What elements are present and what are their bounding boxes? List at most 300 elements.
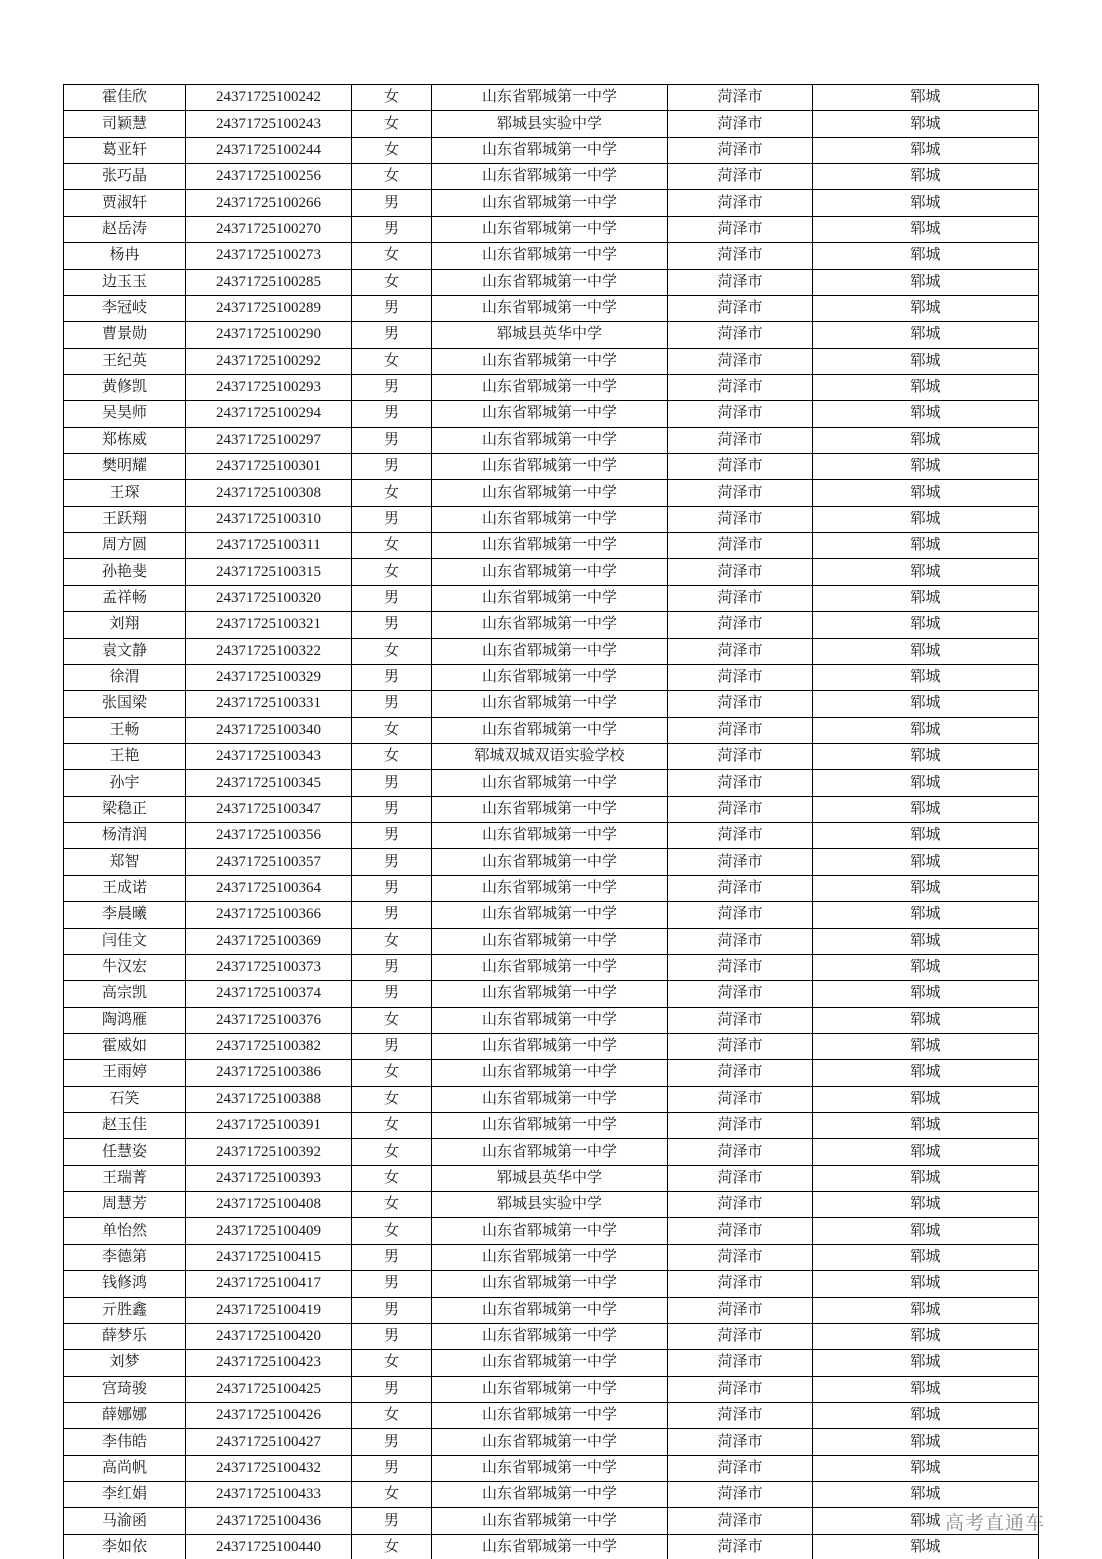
cell-exam_id: 24371725100356 [186,823,352,849]
cell-name: 孟祥畅 [64,585,186,611]
table-row [64,664,1039,690]
cell-city: 菏泽市 [668,1086,813,1112]
cell-county: 郓城 [813,1482,1039,1508]
cell-county: 郓城 [813,770,1039,796]
cell-county: 郓城 [813,1244,1039,1270]
cell-city: 菏泽市 [668,269,813,295]
cell-county: 郓城 [813,1350,1039,1376]
table-row [64,401,1039,427]
cell-school: 山东省郓城第一中学 [432,1033,668,1059]
cell-name: 司颖慧 [64,111,186,137]
cell-gender: 女 [352,1192,432,1218]
cell-name: 石笑 [64,1086,186,1112]
cell-gender: 女 [352,1350,432,1376]
cell-exam_id: 24371725100242 [186,85,352,111]
table-row [64,190,1039,216]
table-row [64,85,1039,111]
cell-school: 山东省郓城第一中学 [432,295,668,321]
cell-gender: 男 [352,691,432,717]
cell-county: 郓城 [813,902,1039,928]
cell-county: 郓城 [813,137,1039,163]
table-row [64,743,1039,769]
cell-county: 郓城 [813,85,1039,111]
cell-exam_id: 24371725100331 [186,691,352,717]
cell-county: 郓城 [813,1113,1039,1139]
cell-county: 郓城 [813,1508,1039,1534]
cell-gender: 女 [352,928,432,954]
cell-name: 贾淑轩 [64,190,186,216]
cell-exam_id: 24371725100425 [186,1376,352,1402]
cell-school: 山东省郓城第一中学 [432,664,668,690]
cell-county: 郓城 [813,164,1039,190]
table-row [64,1218,1039,1244]
cell-city: 菏泽市 [668,1192,813,1218]
cell-county: 郓城 [813,981,1039,1007]
cell-name: 周方圆 [64,533,186,559]
table-row [64,823,1039,849]
cell-city: 菏泽市 [668,928,813,954]
cell-city: 菏泽市 [668,1113,813,1139]
cell-exam_id: 24371725100433 [186,1482,352,1508]
table-row [64,928,1039,954]
cell-name: 吴昊师 [64,401,186,427]
table-row [64,1402,1039,1428]
cell-gender: 男 [352,1508,432,1534]
cell-gender: 女 [352,1402,432,1428]
cell-county: 郓城 [813,1297,1039,1323]
cell-city: 菏泽市 [668,664,813,690]
cell-county: 郓城 [813,612,1039,638]
cell-county: 郓城 [813,454,1039,480]
cell-city: 菏泽市 [668,506,813,532]
cell-gender: 男 [352,1244,432,1270]
table-row [64,243,1039,269]
cell-gender: 男 [352,427,432,453]
cell-gender: 男 [352,823,432,849]
cell-gender: 男 [352,849,432,875]
cell-name: 霍佳欣 [64,85,186,111]
table-row [64,849,1039,875]
cell-name: 李伟皓 [64,1429,186,1455]
table-row [64,216,1039,242]
table-row [64,374,1039,400]
cell-exam_id: 24371725100415 [186,1244,352,1270]
cell-city: 菏泽市 [668,1007,813,1033]
cell-name: 张巧晶 [64,164,186,190]
cell-gender: 男 [352,322,432,348]
cell-school: 山东省郓城第一中学 [432,902,668,928]
cell-gender: 女 [352,1218,432,1244]
cell-name: 袁文静 [64,638,186,664]
cell-name: 牛汉宏 [64,954,186,980]
watermark-text: 高考直通车 [944,1513,1045,1534]
cell-county: 郓城 [813,875,1039,901]
cell-school: 山东省郓城第一中学 [432,269,668,295]
table-row [64,638,1039,664]
cell-city: 菏泽市 [668,559,813,585]
table-row [64,1297,1039,1323]
cell-gender: 男 [352,454,432,480]
cell-city: 菏泽市 [668,295,813,321]
cell-exam_id: 24371725100347 [186,796,352,822]
cell-county: 郓城 [813,348,1039,374]
table-row [64,1376,1039,1402]
table-row [64,1086,1039,1112]
cell-name: 霍威如 [64,1033,186,1059]
cell-gender: 女 [352,638,432,664]
cell-city: 菏泽市 [668,770,813,796]
cell-name: 马渝函 [64,1508,186,1534]
cell-city: 菏泽市 [668,348,813,374]
cell-county: 郓城 [813,1218,1039,1244]
cell-school: 山东省郓城第一中学 [432,454,668,480]
cell-city: 菏泽市 [668,1244,813,1270]
table-row [64,902,1039,928]
cell-name: 张国梁 [64,691,186,717]
cell-school: 山东省郓城第一中学 [432,1060,668,1086]
cell-exam_id: 24371725100386 [186,1060,352,1086]
table-row [64,348,1039,374]
cell-county: 郓城 [813,691,1039,717]
cell-gender: 女 [352,533,432,559]
table-row [64,1060,1039,1086]
cell-county: 郓城 [813,322,1039,348]
cell-gender: 男 [352,875,432,901]
cell-city: 菏泽市 [668,638,813,664]
cell-school: 山东省郓城第一中学 [432,427,668,453]
cell-exam_id: 24371725100417 [186,1271,352,1297]
cell-county: 郓城 [813,1060,1039,1086]
cell-city: 菏泽市 [668,585,813,611]
cell-city: 菏泽市 [668,243,813,269]
cell-gender: 男 [352,1323,432,1349]
cell-name: 黄修凯 [64,374,186,400]
cell-city: 菏泽市 [668,190,813,216]
cell-gender: 女 [352,1139,432,1165]
cell-gender: 男 [352,796,432,822]
cell-school: 山东省郓城第一中学 [432,1482,668,1508]
cell-name: 李如依 [64,1534,186,1559]
cell-gender: 男 [352,770,432,796]
cell-gender: 男 [352,954,432,980]
table-row [64,322,1039,348]
cell-exam_id: 24371725100388 [186,1086,352,1112]
table-row [64,1534,1039,1559]
table-row [64,164,1039,190]
cell-school: 山东省郓城第一中学 [432,401,668,427]
cell-county: 郓城 [813,1007,1039,1033]
cell-city: 菏泽市 [668,480,813,506]
table-row [64,295,1039,321]
cell-school: 山东省郓城第一中学 [432,216,668,242]
cell-city: 菏泽市 [668,1033,813,1059]
cell-school: 山东省郓城第一中学 [432,1218,668,1244]
cell-name: 任慧姿 [64,1139,186,1165]
cell-school: 山东省郓城第一中学 [432,348,668,374]
cell-exam_id: 24371725100244 [186,137,352,163]
cell-county: 郓城 [813,1429,1039,1455]
cell-exam_id: 24371725100376 [186,1007,352,1033]
cell-name: 李德第 [64,1244,186,1270]
cell-exam_id: 24371725100440 [186,1534,352,1559]
cell-exam_id: 24371725100357 [186,849,352,875]
cell-exam_id: 24371725100322 [186,638,352,664]
cell-gender: 男 [352,585,432,611]
cell-school: 山东省郓城第一中学 [432,717,668,743]
cell-gender: 女 [352,1165,432,1191]
table-row [64,1508,1039,1534]
cell-city: 菏泽市 [668,954,813,980]
cell-name: 赵玉佳 [64,1113,186,1139]
cell-city: 菏泽市 [668,1297,813,1323]
cell-exam_id: 24371725100374 [186,981,352,1007]
cell-name: 赵岳涛 [64,216,186,242]
cell-exam_id: 24371725100320 [186,585,352,611]
cell-exam_id: 24371725100297 [186,427,352,453]
cell-city: 菏泽市 [668,533,813,559]
cell-school: 山东省郓城第一中学 [432,691,668,717]
cell-city: 菏泽市 [668,1455,813,1481]
cell-county: 郓城 [813,1086,1039,1112]
cell-county: 郓城 [813,295,1039,321]
cell-county: 郓城 [813,585,1039,611]
cell-gender: 女 [352,269,432,295]
cell-school: 山东省郓城第一中学 [432,1376,668,1402]
cell-exam_id: 24371725100423 [186,1350,352,1376]
cell-school: 郓城县实验中学 [432,1192,668,1218]
cell-school: 山东省郓城第一中学 [432,796,668,822]
cell-school: 山东省郓城第一中学 [432,1113,668,1139]
cell-school: 山东省郓城第一中学 [432,770,668,796]
cell-county: 郓城 [813,190,1039,216]
cell-exam_id: 24371725100436 [186,1508,352,1534]
cell-county: 郓城 [813,1455,1039,1481]
cell-city: 菏泽市 [668,216,813,242]
cell-city: 菏泽市 [668,374,813,400]
cell-gender: 男 [352,902,432,928]
cell-exam_id: 24371725100432 [186,1455,352,1481]
cell-county: 郓城 [813,374,1039,400]
cell-gender: 女 [352,1007,432,1033]
cell-name: 王琛 [64,480,186,506]
cell-exam_id: 24371725100310 [186,506,352,532]
cell-gender: 女 [352,1060,432,1086]
cell-county: 郓城 [813,1376,1039,1402]
cell-school: 山东省郓城第一中学 [432,506,668,532]
cell-city: 菏泽市 [668,717,813,743]
cell-gender: 女 [352,164,432,190]
table-row [64,585,1039,611]
cell-name: 闫佳文 [64,928,186,954]
cell-name: 王雨婷 [64,1060,186,1086]
cell-county: 郓城 [813,111,1039,137]
cell-school: 山东省郓城第一中学 [432,559,668,585]
cell-school: 山东省郓城第一中学 [432,1271,668,1297]
cell-gender: 男 [352,374,432,400]
cell-city: 菏泽市 [668,111,813,137]
cell-city: 菏泽市 [668,322,813,348]
cell-name: 刘翔 [64,612,186,638]
cell-school: 山东省郓城第一中学 [432,954,668,980]
cell-exam_id: 24371725100427 [186,1429,352,1455]
cell-name: 梁稳正 [64,796,186,822]
cell-gender: 男 [352,295,432,321]
cell-exam_id: 24371725100420 [186,1323,352,1349]
cell-gender: 女 [352,1086,432,1112]
table-row [64,1033,1039,1059]
cell-exam_id: 24371725100393 [186,1165,352,1191]
cell-name: 王成诺 [64,875,186,901]
cell-name: 樊明耀 [64,454,186,480]
cell-gender: 男 [352,401,432,427]
cell-name: 王跃翔 [64,506,186,532]
table-row [64,1113,1039,1139]
cell-school: 山东省郓城第一中学 [432,190,668,216]
cell-exam_id: 24371725100364 [186,875,352,901]
cell-county: 郓城 [813,1139,1039,1165]
cell-county: 郓城 [813,717,1039,743]
table-row [64,1271,1039,1297]
cell-county: 郓城 [813,823,1039,849]
cell-school: 山东省郓城第一中学 [432,1350,668,1376]
cell-exam_id: 24371725100409 [186,1218,352,1244]
cell-school: 山东省郓城第一中学 [432,480,668,506]
cell-name: 薛娜娜 [64,1402,186,1428]
cell-name: 葛亚轩 [64,137,186,163]
cell-name: 杨冉 [64,243,186,269]
cell-county: 郓城 [813,1323,1039,1349]
cell-county: 郓城 [813,480,1039,506]
cell-city: 菏泽市 [668,849,813,875]
cell-county: 郓城 [813,954,1039,980]
table-row [64,1007,1039,1033]
cell-gender: 女 [352,1534,432,1559]
cell-exam_id: 24371725100373 [186,954,352,980]
cell-name: 李晨曦 [64,902,186,928]
cell-gender: 男 [352,506,432,532]
cell-school: 山东省郓城第一中学 [432,823,668,849]
cell-exam_id: 24371725100308 [186,480,352,506]
cell-school: 山东省郓城第一中学 [432,981,668,1007]
cell-city: 菏泽市 [668,612,813,638]
cell-school: 山东省郓城第一中学 [432,585,668,611]
cell-city: 菏泽市 [668,1482,813,1508]
cell-name: 刘梦 [64,1350,186,1376]
cell-name: 单怡然 [64,1218,186,1244]
cell-exam_id: 24371725100285 [186,269,352,295]
cell-gender: 男 [352,216,432,242]
cell-exam_id: 24371725100382 [186,1033,352,1059]
cell-name: 郑栋威 [64,427,186,453]
table-row [64,480,1039,506]
cell-city: 菏泽市 [668,85,813,111]
cell-exam_id: 24371725100294 [186,401,352,427]
cell-name: 王纪英 [64,348,186,374]
table-row [64,1429,1039,1455]
table-row [64,1350,1039,1376]
cell-county: 郓城 [813,1271,1039,1297]
cell-city: 菏泽市 [668,902,813,928]
cell-name: 李红娟 [64,1482,186,1508]
cell-county: 郓城 [813,559,1039,585]
cell-exam_id: 24371725100256 [186,164,352,190]
table-row [64,1139,1039,1165]
cell-school: 山东省郓城第一中学 [432,1139,668,1165]
cell-name: 钱修鸿 [64,1271,186,1297]
cell-county: 郓城 [813,743,1039,769]
cell-city: 菏泽市 [668,1350,813,1376]
cell-county: 郓城 [813,664,1039,690]
student-table [63,84,1039,1559]
table-row [64,691,1039,717]
table-row [64,137,1039,163]
table-row [64,612,1039,638]
cell-name: 王艳 [64,743,186,769]
cell-city: 菏泽市 [668,137,813,163]
cell-city: 菏泽市 [668,1534,813,1559]
cell-county: 郓城 [813,849,1039,875]
cell-county: 郓城 [813,1534,1039,1559]
cell-school: 山东省郓城第一中学 [432,928,668,954]
cell-county: 郓城 [813,427,1039,453]
cell-school: 山东省郓城第一中学 [432,1429,668,1455]
cell-city: 菏泽市 [668,1323,813,1349]
cell-school: 郓城县实验中学 [432,111,668,137]
cell-name: 郑智 [64,849,186,875]
cell-name: 李冠岐 [64,295,186,321]
cell-exam_id: 24371725100273 [186,243,352,269]
cell-name: 杨清润 [64,823,186,849]
table-row [64,559,1039,585]
cell-gender: 女 [352,559,432,585]
cell-school: 山东省郓城第一中学 [432,1007,668,1033]
cell-name: 曹景勋 [64,322,186,348]
cell-school: 山东省郓城第一中学 [432,1086,668,1112]
cell-gender: 女 [352,1482,432,1508]
cell-county: 郓城 [813,1165,1039,1191]
cell-school: 山东省郓城第一中学 [432,1244,668,1270]
cell-school: 山东省郓城第一中学 [432,1402,668,1428]
table-row [64,454,1039,480]
cell-name: 孙艳斐 [64,559,186,585]
cell-exam_id: 24371725100292 [186,348,352,374]
cell-exam_id: 24371725100343 [186,743,352,769]
cell-exam_id: 24371725100293 [186,374,352,400]
cell-gender: 女 [352,243,432,269]
cell-name: 王瑞菁 [64,1165,186,1191]
cell-city: 菏泽市 [668,427,813,453]
cell-gender: 男 [352,612,432,638]
cell-name: 宫琦骏 [64,1376,186,1402]
cell-school: 郓城县英华中学 [432,322,668,348]
cell-school: 郓城双城双语实验学校 [432,743,668,769]
cell-school: 山东省郓城第一中学 [432,164,668,190]
cell-exam_id: 24371725100289 [186,295,352,321]
cell-city: 菏泽市 [668,823,813,849]
table-row [64,981,1039,1007]
cell-school: 山东省郓城第一中学 [432,1323,668,1349]
cell-exam_id: 24371725100243 [186,111,352,137]
student-table-body [64,85,1039,1559]
table-row [64,1165,1039,1191]
cell-city: 菏泽市 [668,1271,813,1297]
cell-school: 山东省郓城第一中学 [432,875,668,901]
cell-county: 郓城 [813,243,1039,269]
cell-exam_id: 24371725100290 [186,322,352,348]
cell-name: 高宗凯 [64,981,186,1007]
cell-school: 山东省郓城第一中学 [432,849,668,875]
cell-exam_id: 24371725100426 [186,1402,352,1428]
